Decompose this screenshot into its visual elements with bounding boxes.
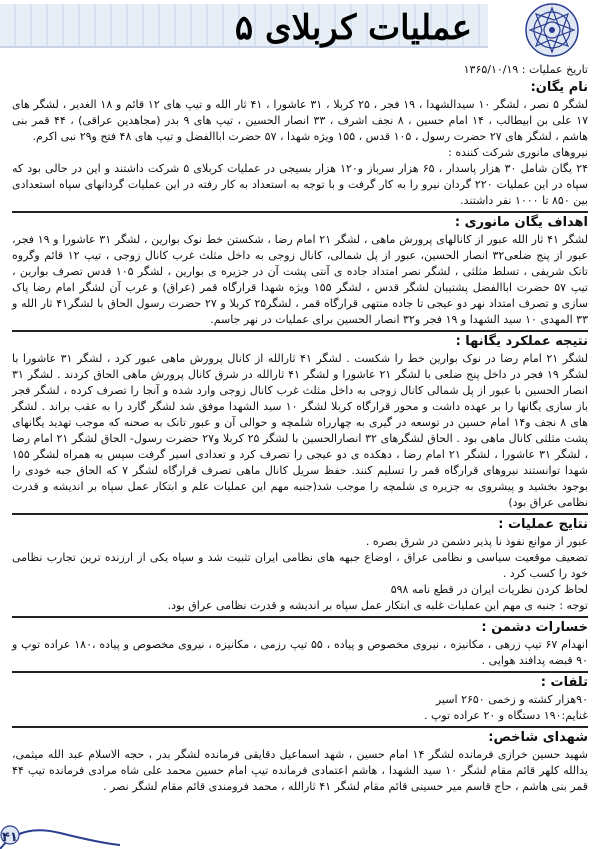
- enemy-losses-text: انهدام ۶۷ تیپ زرهی ، مکانیزه ، نیروی مخصوص و پیاده ، ۵۵ تیپ رزمی ، مکانیزه ، نیروی مخصوص و پیاده ،۱۸۰ عراده توپ و ۹۰ قبضه پدافند هوایی .: [12, 638, 589, 667]
- page-title: عملیات کربلای ۵: [234, 8, 472, 48]
- footer-ornament-icon: [0, 819, 120, 849]
- units-subtext: ۲۴ یگان شامل ۳۰ هزار پاسدار ، ۶۵ هزار سرباز و۱۲۰ هزار بسیجی در عملیات کربلای ۵ شرکت داشتند و این در حالی بود که سپاه در این عملیات ۲۲۰ گردان نیرو را به کار گرفت و با توجه به استعداد به کار رفته در این عملیات گردانهای سپاه استعدادی بین ۸۵۰ تا ۱۰۰۰ نفر داشتند.: [12, 162, 589, 207]
- outcome-item: توجه : جنبه ی مهم این عملیات غلبه ی ابتکار عمل سپاه بر اندیشه و قدرت نظامی عراق بود.: [167, 599, 588, 612]
- islamic-rosette-icon: [492, 2, 598, 58]
- enemy-losses-title: خسارات دشمن :: [12, 616, 588, 637]
- objectives-title: اهداف یگان مانوری :: [12, 211, 588, 232]
- units-subtitle: نیروهای مانوری شرکت کننده :: [448, 146, 588, 159]
- units-section: [12, 79, 588, 209]
- casualties-title: تلفات :: [12, 671, 588, 692]
- martyrs-section: [12, 726, 588, 795]
- casualties-section: [12, 671, 588, 724]
- martyrs-title: شهدای شاخص:: [12, 726, 588, 747]
- outcomes-section: [12, 513, 588, 614]
- martyrs-text: شهید حسین خرازی فرمانده لشگر ۱۴ امام حسین ، شهد اسماعیل دقایقی فرمانده لشگر بدر ، حجه الاسلام عبد الله میثمی، یدالله کلهر قائم مقام لشگر ۱۰ سید الشهدا ، هاشم اعتمادی فرمانده تیپ امام حسین محمد علی شاه مرادی فرمانده تیپ ۴۴ قمر بنی هاشم ، حاج قاسم میر حسینی قائم مقام لشگر ۴۱ ثارالله ، محمد فرومندی قائم مقام لشگر نصر .: [12, 748, 588, 793]
- casualties-item: غنایم:۱۹۰ دستگاه و ۲۰ عراده توپ .: [424, 709, 588, 722]
- enemy-losses-section: [12, 616, 588, 669]
- outcome-item: لحاظ کردن نظریات ایران در قطع نامه ۵۹۸: [390, 583, 588, 596]
- results-text: لشگر ۲۱ امام رضا در نوک بوارین خط را شکست . لشگر ۴۱ ثارالله از کانال پرورش ماهی عبور کرد ، لشگر ۳۱ عاشورا با لشگر ۱۹ فجر در داخل پنج ضلعی با لشگر ۲۱ عاشورا و لشگر ۴۱ ثارالله در شرق کانال پرورش ماهی الحاق کردند . لشگر ۳۱ انصار الحسین با عبور از پل شمالی کانال زوجی به داخل مثلث غرب کانال زوجی وارد شده و آنجا را تصرف کرده ، لشگر فجر باز سازی یگانها را بر عهده داشت و محور قرارگاه کربلا لشگر ۱۰ سید الشهدا موفق شد لشگر گارد را به عقب براند . لشگر های ۸ نجف و۱۴ امام حسین در توسعه در گیری به چهارراه شلمچه و حوالی آن و عبور تانک به صحنه که موجب تهدید یگانهای پشت مثلثی کانال ماهی بود . الحاق لشگرهای ۳۲ انصارالحسین با لشگر ۲۵ کربلا و۲۷ حضرت رسول- الحاق لشگر ۲۱ امام رضا ، لشگر ۳۱ عاشورا ، لشگر ۲۱ امام رضا ، دهکده ی دو عیجی را تصرف کرد و تعدادی اسیر گرفت سپس به همراه لشگر ۱۵۵ شهدا توانستند نیروهای قرارگاه قمر را تسلیم کنند. حفظ سریل کانال ماهی تصرف قرارگاه لشگر ۷ که الحاق جبه خودی را بوجود بخشید و پیشروی به جزیره ی شلمچه را موجب شد(جنبه مهم این عملیات علم و ابتکار عمل سپاه بر اندیشه و قدرت نظامی عراق بود): [12, 352, 589, 509]
- casualties-item: ۹۰هزار کشته و زخمی ۲۶۵۰ اسیر: [435, 693, 588, 706]
- page-number: ۴۱: [2, 830, 18, 845]
- article-body: [12, 62, 588, 823]
- units-text: لشگر ۵ نصر ، لشگر ۱۰ سیدالشهدا ، ۱۹ فجر ، ۲۵ کربلا ، ۳۱ عاشورا ، ۴۱ ثار الله و تیپ های ۱۲ قائم و ۱۸ الغدیر ، لشگر های ۱۷ علی بن ابیطالب ، ۱۴ امام حسین ، ۸ نجف اشرف ، ۳۳ انصار الحسین ، تیپ های ۹ بدر (مجاهدین عراقی) ، ۴۴ قمر بنی هاشم ، لشگر های ۲۷ حضرت رسول ، ۱۰۵ قدس ، ۱۵۵ ویژه شهدا ، ۵۷ حضرت اباالفضل و تیپ های ۴۸ فتح و۲۹ نبی اکرم.: [12, 98, 589, 143]
- page-header: [0, 0, 600, 60]
- objectives-text: لشگر ۴۱ ثار الله عبور از کانالهای پرورش ماهی ، لشگر ۲۱ امام رضا ، شکستن خط نوک بوارین ، لشگر ۳۱ عاشورا و ۱۹ فجر، عبور از پنج ضلعی۳۲ انصار الحسین، عبور از پل شمالی، کانال زوجی به داخل مثلث غرب کانال زوجی ، تیپ ۱۲ قائم وگروه تانک شریفی ، تسلط مثلثی ، لشگر نصر امتداد جاده ی آنتی پشت آن در جزیره ی بوارین ، لشگر ۱۰۵ قدس تصرف بوارین ، تیپ ۵۷ حضرت اباالفضل پشتیبان لشگر قدس ، لشگر ۱۵۵ ویژه شهدا قرارگاه قمر (عراق) و غرب آن لشگر امام رضا پاک سازی و تصرف امتداد نهر دو عیجی تا جاده منتهی قرارگاه قمر ، لشگر۲۵ کربلا و ۲۷ حضرت رسول الحاق با لشگر۴۱ ثار الله و ۳۳ المهدی ۱۰ سید الشهدا و ۱۹ فجر و۳۲ انصار الحسین برای عملیات در نهر جاسم.: [12, 233, 589, 326]
- operation-date: تاریخ عملیات : ۱۳۶۵/۱۰/۱۹: [463, 63, 588, 76]
- outcomes-title: نتایج عملیات :: [12, 513, 588, 534]
- results-title: نتیجه عملکرد یگانها :: [12, 330, 588, 351]
- objectives-section: [12, 211, 588, 328]
- results-section: [12, 330, 588, 511]
- units-title: نام یگان:: [530, 80, 588, 95]
- outcome-item: تضعیف موقعیت سیاسی و نظامی عراق ، اوضاع جبهه های نظامی ایران تثبیت شد و سپاه یکی از ارزنده ترین تجارب نظامی خود را کسب کرد .: [12, 551, 588, 580]
- outcome-item: عبور از موانع نفوذ نا پذیر دشمن در شرق بصره .: [365, 535, 588, 548]
